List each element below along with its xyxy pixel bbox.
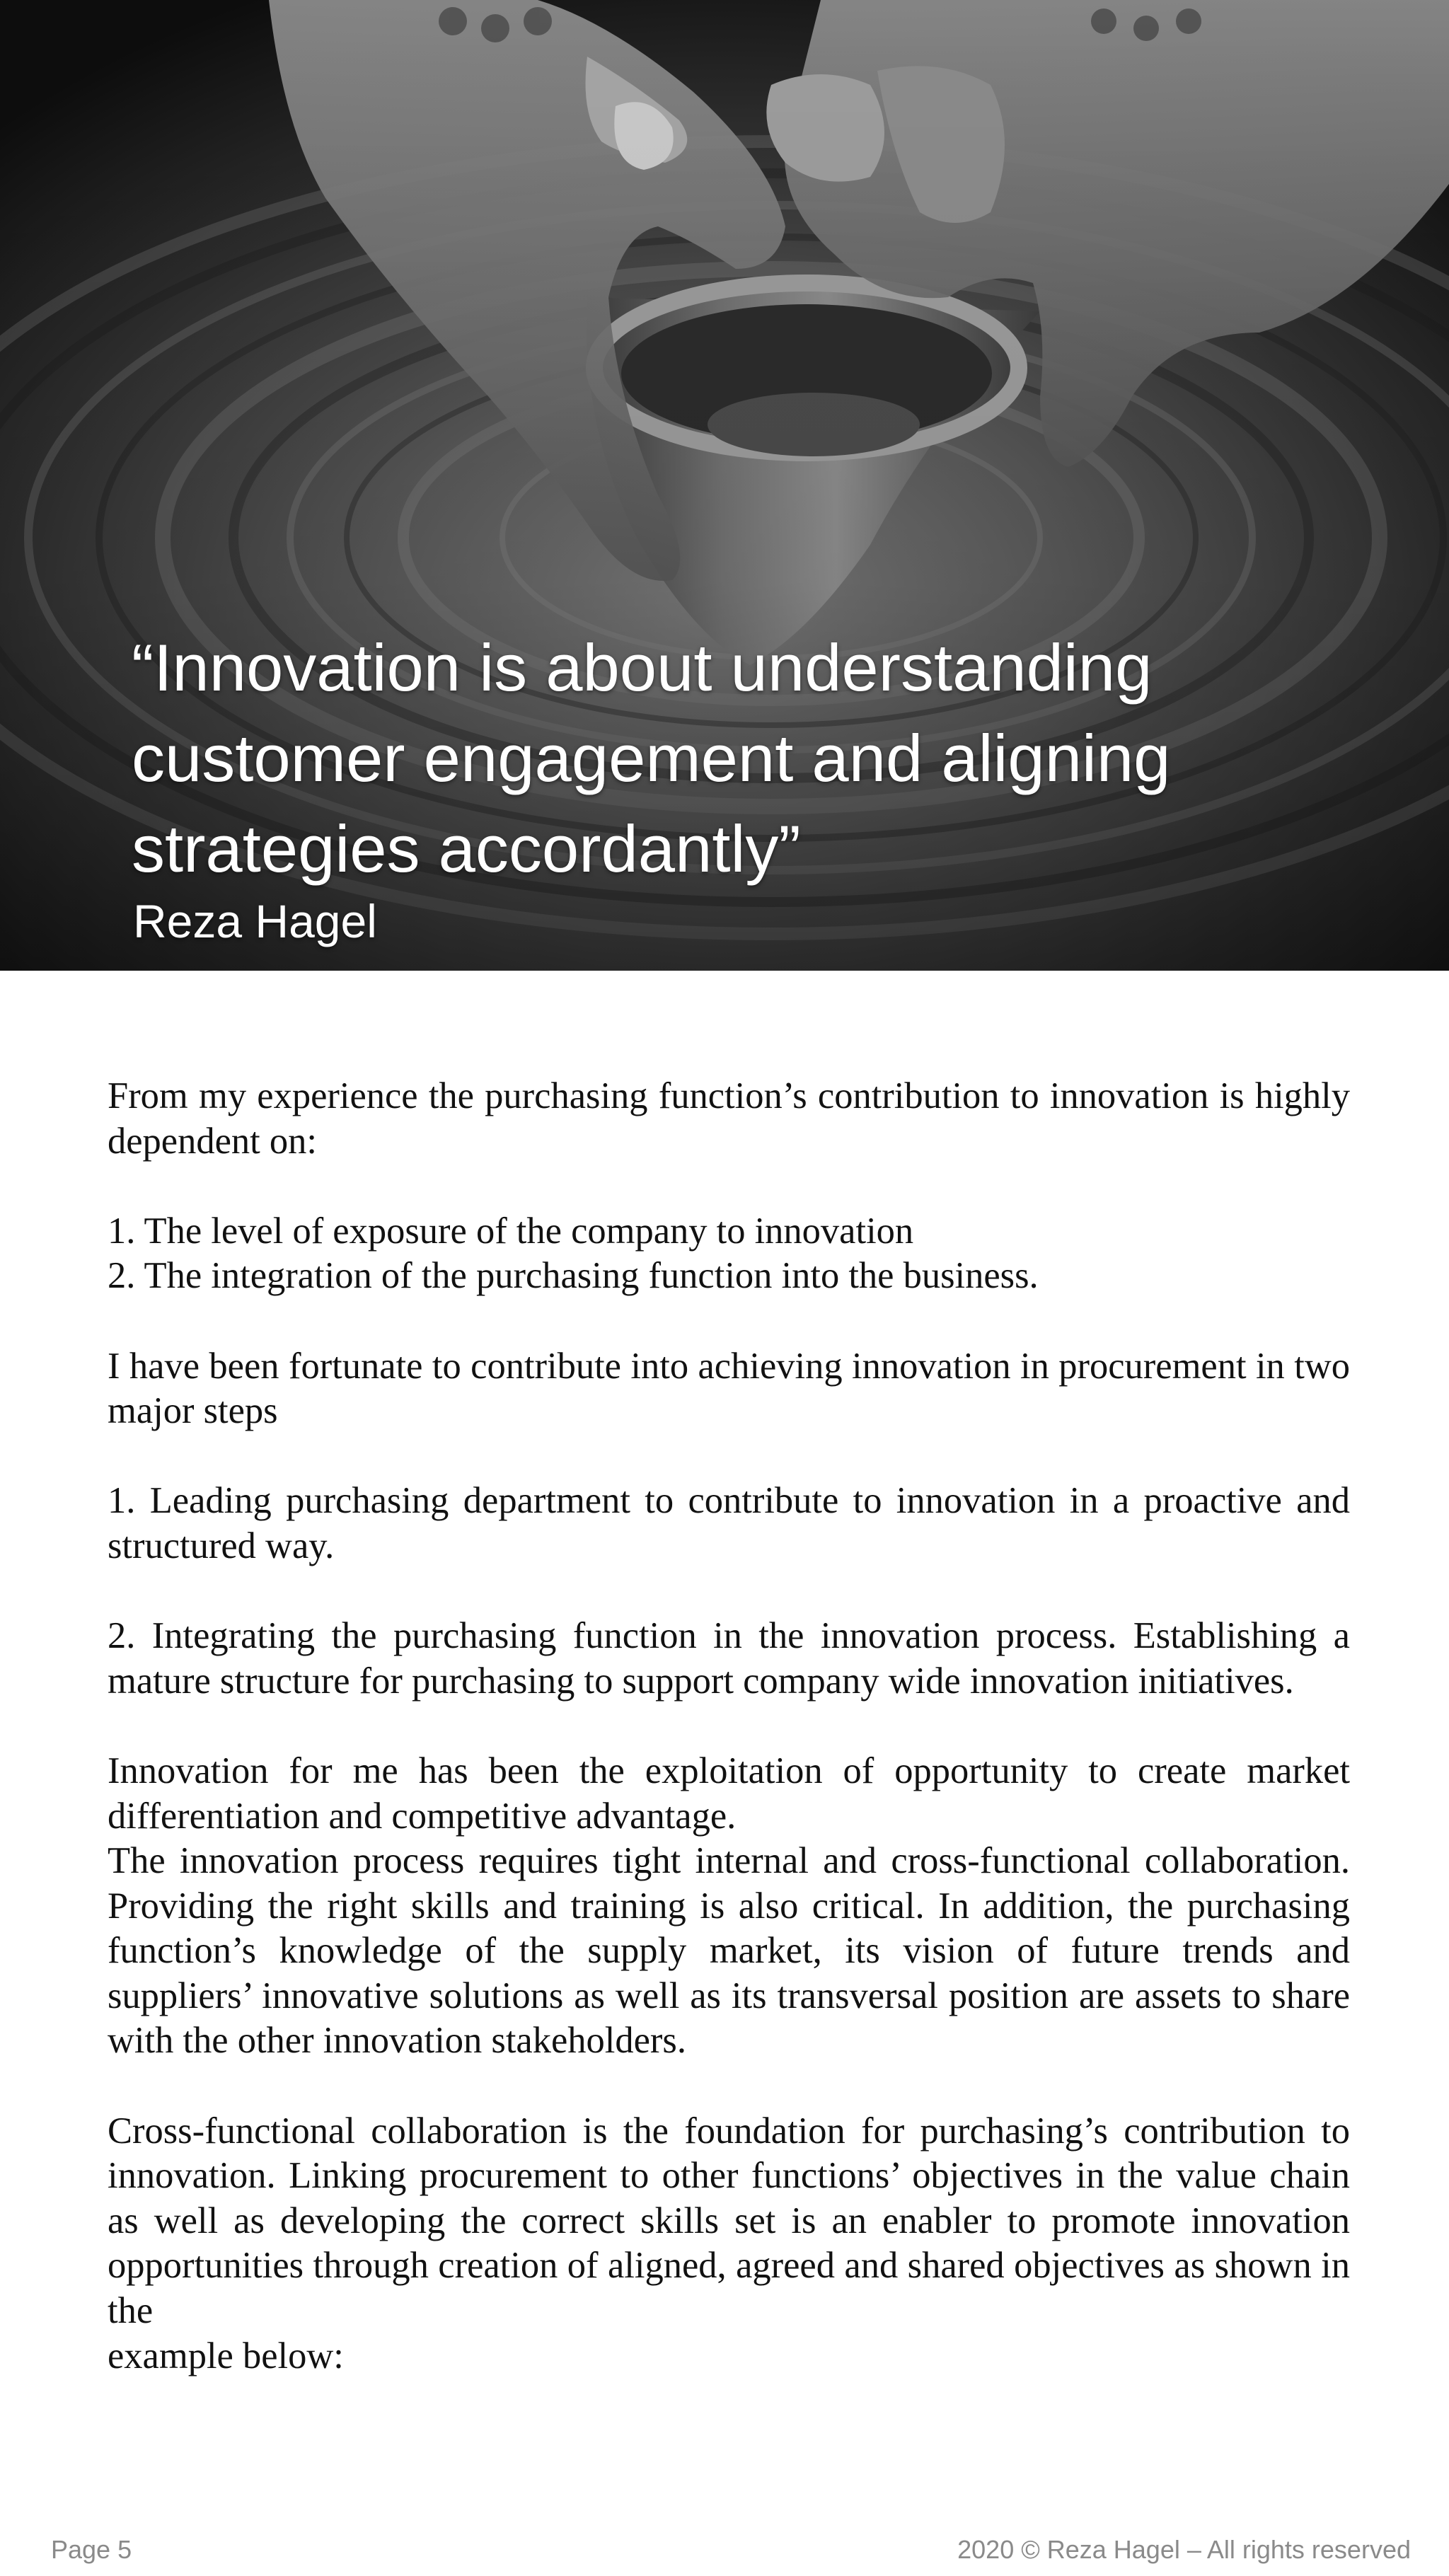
hero-image [0, 0, 1449, 971]
copyright-notice: 2020 © Reza Hagel – All rights reserved [957, 2535, 1411, 2564]
paragraph: From my experience the purchasing function’s contribution to innovation is highly dependent on: [108, 1075, 1350, 1162]
list-item: 1. The level of exposure of the company to innovation [108, 1210, 914, 1252]
paragraph: 1. Leading purchasing department to contribute to innovation in a proactive and structured way. [108, 1480, 1350, 1566]
quote-line: strategies accordantly” [132, 812, 801, 886]
hero-quote [132, 623, 1334, 894]
quote-author: Reza Hagel [133, 895, 377, 947]
quote-line: customer engagement and aligning [132, 721, 1171, 795]
paragraph: 2. Integrating the purchasing function in the innovation process. Establishing a mature structure for purchasing to support company wide innovation initiatives. [108, 1615, 1350, 1702]
list-item: 2. The integration of the purchasing function into the business. [108, 1255, 1039, 1297]
paragraph: I have been fortunate to contribute into achieving innovation in procurement in two major steps [108, 1345, 1350, 1432]
quote-line: “Innovation is about understanding [132, 630, 1153, 705]
paragraph: example below: [108, 2335, 344, 2376]
article-body [108, 1074, 1350, 2379]
page-number: Page 5 [51, 2535, 132, 2564]
paragraph: The innovation process requires tight internal and cross-functional collaboration. Providing the right skills and training is also critical. In addition, the purchasing function’s knowledge of the supply market, its vision of future trends and suppliers’ innovative solutions as well as its transversal position are assets to share with the other innovation stakeholders. [108, 1840, 1350, 2062]
paragraph: Cross-functional collaboration is the foundation for purchasing’s contribution to innovation. Linking procurement to other functions’ objectives in the value chain as well as developing the correct skills set is an enabler to promote innovation opportunities through creation of aligned, agreed and shared objectives as shown in the [108, 2110, 1350, 2332]
paragraph: Innovation for me has been the exploitation of opportunity to create market differentiation and competitive advantage. [108, 1750, 1350, 1837]
